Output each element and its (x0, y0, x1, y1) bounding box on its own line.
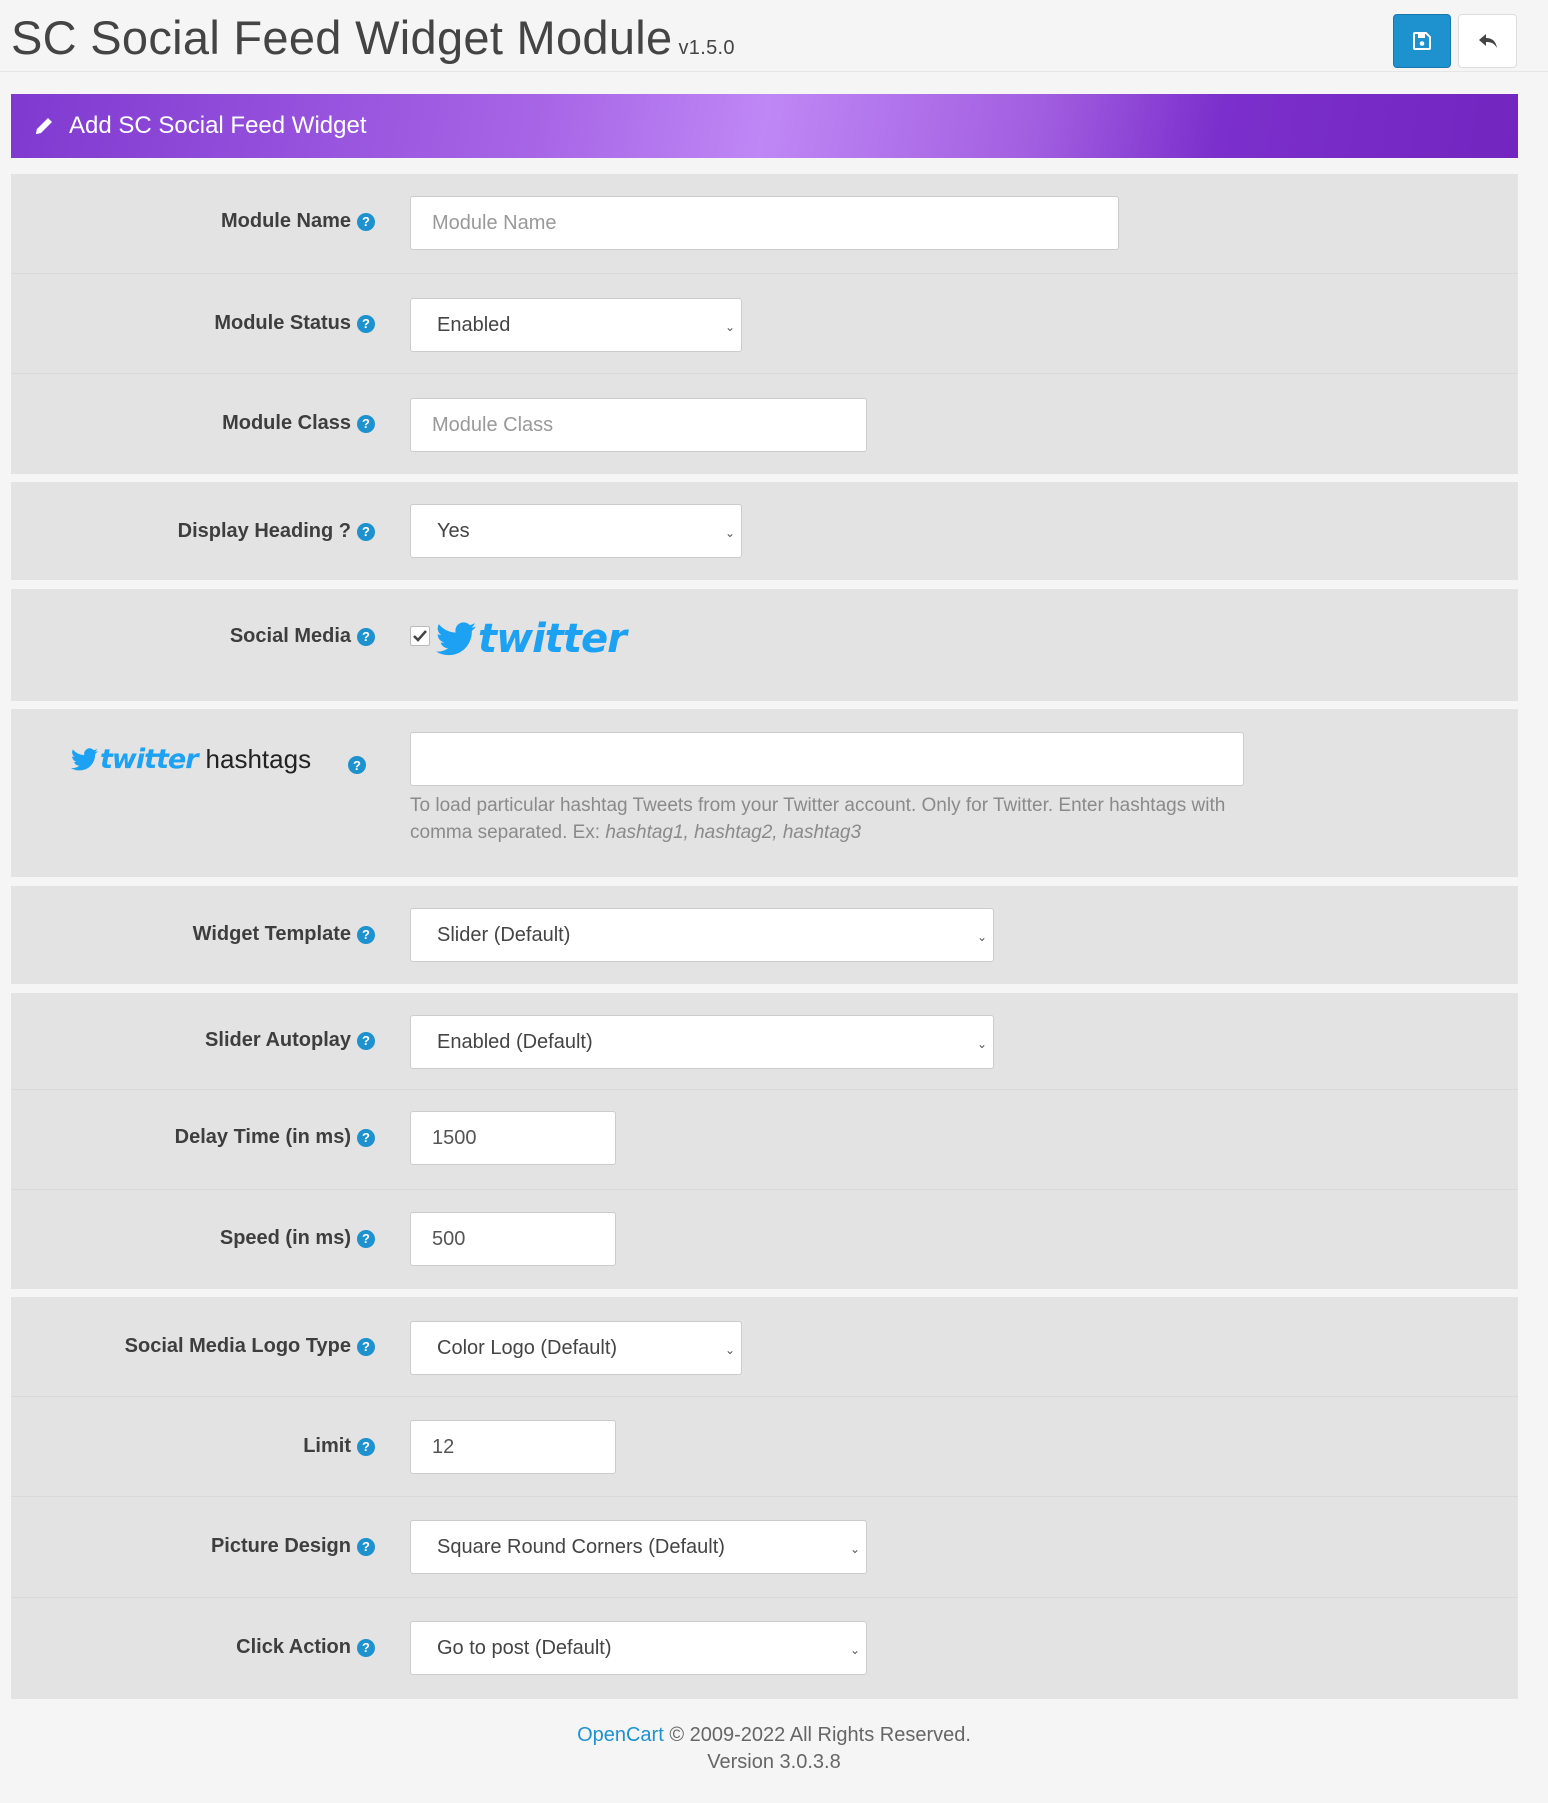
question-circle-icon: ? (357, 1032, 375, 1050)
question-circle-icon: ? (357, 1438, 375, 1456)
save-icon (1413, 32, 1431, 50)
picture-design-label (211, 1535, 375, 1558)
logo-type-label-text: Social Media Logo Type (124, 1335, 351, 1357)
reply-icon (1478, 32, 1498, 50)
logo-type-row (11, 1297, 1518, 1397)
slider-autoplay-row (11, 993, 1518, 1090)
page-title-text: SC Social Feed Widget Module (11, 11, 673, 64)
module-status-select[interactable] (410, 298, 742, 352)
back-button[interactable] (1458, 14, 1517, 68)
click-action-select[interactable] (410, 1621, 867, 1675)
logo-type-value: Color Logo (Default) (437, 1336, 618, 1359)
hashtags-label-text: hashtags (205, 744, 312, 774)
slider-autoplay-value: Enabled (Default) (437, 1030, 593, 1053)
question-circle-icon: ? (357, 415, 375, 433)
social-media-band (11, 589, 1518, 701)
question-circle-icon: ? (357, 315, 375, 333)
slider-autoplay-label-text: Slider Autoplay (205, 1029, 351, 1051)
question-circle-icon: ? (357, 1538, 375, 1556)
save-button[interactable] (1393, 14, 1451, 68)
speed-label-text: Speed (in ms) (219, 1227, 351, 1249)
picture-design-select[interactable] (410, 1520, 867, 1574)
chevron-down-icon: ⌄ (724, 526, 735, 540)
module-class-label-text: Module Class (222, 412, 351, 434)
check-icon (412, 628, 428, 644)
display-settings-band (11, 1297, 1518, 1699)
click-action-label (236, 1636, 375, 1659)
logo-type-label (125, 1335, 375, 1358)
twitter-bird-icon (71, 748, 98, 771)
picture-design-value: Square Round Corners (Default) (437, 1535, 725, 1558)
question-circle-icon: ? (357, 628, 375, 646)
version-label: v1.5.0 (678, 37, 735, 59)
chevron-down-icon: ⌄ (976, 1037, 987, 1051)
display-heading-label-text: Display Heading ? (177, 520, 351, 542)
social-media-label (230, 625, 375, 648)
click-action-row (11, 1598, 1518, 1699)
panel-heading-text: Add SC Social Feed Widget (69, 112, 367, 139)
chevron-down-icon: ⌄ (849, 1542, 860, 1556)
twitter-bird-icon (436, 622, 476, 656)
question-circle-icon: ? (357, 926, 375, 944)
widget-template-band (11, 886, 1518, 984)
click-action-label-text: Click Action (236, 1636, 351, 1658)
module-status-label-text: Module Status (214, 312, 351, 334)
module-name-label-text: Module Name (220, 210, 351, 232)
module-status-label (214, 312, 375, 335)
speed-label (220, 1227, 375, 1250)
footer-copyright (0, 1722, 1548, 1749)
question-circle-icon: ? (357, 1639, 375, 1657)
question-circle-icon: ? (357, 1338, 375, 1356)
limit-label (303, 1435, 375, 1458)
twitter-wordmark: twitter (478, 616, 626, 662)
module-class-row (11, 374, 1518, 474)
logo-type-select[interactable] (410, 1321, 742, 1375)
widget-template-select[interactable] (410, 908, 994, 962)
slider-autoplay-label (205, 1029, 375, 1052)
general-settings-band (11, 174, 1518, 474)
social-media-label-text: Social Media (229, 625, 351, 647)
footer-version: Version 3.0.3.8 (707, 1751, 841, 1773)
twitter-hashtags-help-example: hashtag1, hashtag2, hashtag3 (605, 822, 862, 843)
slider-settings-band (11, 993, 1518, 1289)
question-circle-icon: ? (357, 1129, 375, 1147)
display-heading-band (11, 482, 1518, 580)
chevron-down-icon: ⌄ (849, 1643, 860, 1657)
module-name-label (221, 210, 375, 233)
module-name-row (11, 174, 1518, 274)
footer (0, 1722, 1548, 1776)
twitter-hashtags-band (11, 709, 1518, 877)
question-circle-icon: ? (357, 523, 375, 541)
module-status-row (11, 274, 1518, 374)
widget-template-value: Slider (Default) (437, 923, 571, 946)
picture-design-row (11, 1497, 1518, 1598)
question-circle-icon: ? (348, 756, 366, 774)
limit-label-text: Limit (303, 1435, 351, 1457)
widget-template-label-text: Widget Template (192, 923, 351, 945)
twitter-checkbox[interactable] (410, 626, 430, 646)
twitter-hashtags-row (11, 709, 1518, 877)
module-status-value: Enabled (437, 313, 511, 336)
pencil-icon (33, 114, 57, 138)
speed-row (11, 1190, 1518, 1289)
twitter-hashtags-help (410, 792, 1250, 846)
copyright-text: © 2009-2022 All Rights Reserved. (663, 1724, 971, 1746)
widget-template-label (193, 923, 375, 946)
delay-time-row (11, 1090, 1518, 1190)
module-class-label (222, 412, 375, 435)
delay-time-label (175, 1126, 375, 1149)
social-media-row (11, 589, 1518, 701)
slider-autoplay-select[interactable] (410, 1015, 994, 1069)
display-heading-value: Yes (437, 519, 470, 542)
twitter-hashtags-label (71, 744, 311, 775)
delay-time-input[interactable]: 1500 (410, 1111, 616, 1165)
chevron-down-icon: ⌄ (976, 930, 987, 944)
speed-input[interactable]: 500 (410, 1212, 616, 1266)
module-class-input[interactable]: Module Class (410, 398, 867, 452)
chevron-down-icon: ⌄ (724, 320, 735, 334)
page-header (0, 0, 1548, 72)
widget-template-row (11, 886, 1518, 984)
limit-input[interactable]: 12 (410, 1420, 616, 1474)
question-circle-icon: ? (357, 213, 375, 231)
limit-row (11, 1397, 1518, 1497)
module-name-input[interactable]: Module Name (410, 196, 1119, 250)
question-circle-icon: ? (357, 1230, 375, 1248)
delay-time-label-text: Delay Time (in ms) (174, 1126, 351, 1148)
twitter-logo (436, 616, 626, 662)
chevron-down-icon: ⌄ (724, 1343, 735, 1357)
display-heading-row (11, 482, 1518, 580)
opencart-link[interactable]: OpenCart (577, 1724, 664, 1746)
picture-design-label-text: Picture Design (210, 1535, 351, 1557)
click-action-value: Go to post (Default) (437, 1636, 612, 1659)
panel-heading (11, 94, 1518, 158)
display-heading-select[interactable] (410, 504, 742, 558)
display-heading-label (178, 520, 375, 543)
twitter-wordmark: twitter (100, 743, 198, 775)
twitter-hashtags-help-text: To load particular hashtag Tweets from your Twitter account. Only for Twitter. Enter hashtags with comma separated. Ex: (410, 795, 1226, 843)
page-title (11, 10, 735, 65)
twitter-hashtags-input[interactable] (410, 732, 1244, 786)
